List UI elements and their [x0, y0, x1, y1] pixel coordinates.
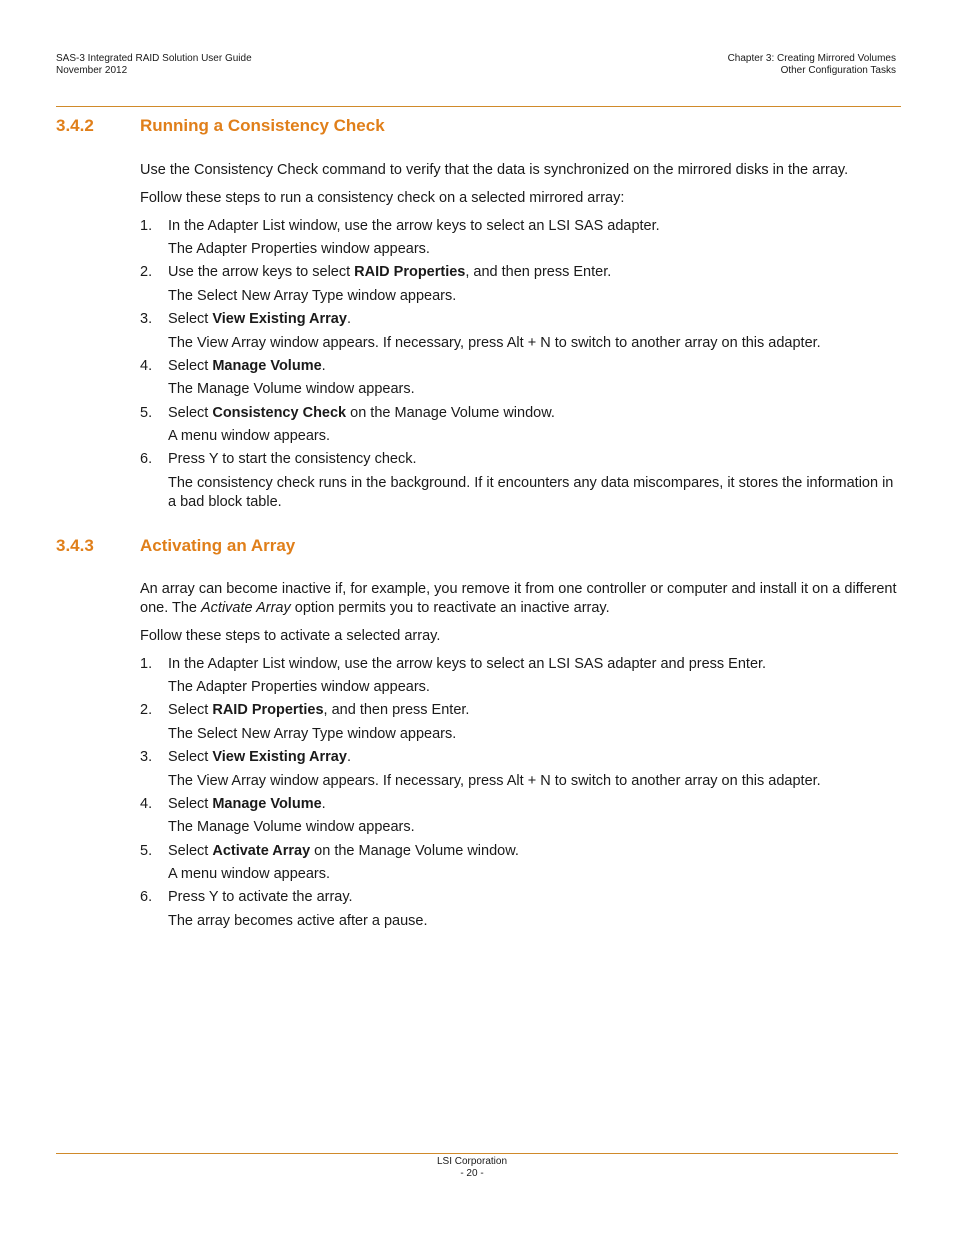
step-result: The array becomes active after a pause. [168, 913, 428, 929]
step-text: Press Y to start the consistency check. [168, 451, 417, 467]
step-number: 6. [140, 451, 153, 467]
section-title: Activating an Array [140, 536, 296, 555]
doc-date: November 2012 [56, 65, 128, 76]
step-number: 6. [140, 889, 153, 905]
section-number: 3.4.2 [56, 116, 94, 135]
chapter-title: Chapter 3: Creating Mirrored Volumes [727, 53, 896, 64]
step-text: Select RAID Properties, and then press Enter. [168, 702, 470, 718]
step-result: The Adapter Properties window appears. [168, 679, 430, 695]
page-footer [0, 1156, 944, 1180]
step-text: Select Manage Volume. [168, 358, 326, 374]
footer-divider [56, 1153, 898, 1154]
step-text: In the Adapter List window, use the arrow keys to select an LSI SAS adapter and press Enter. [168, 656, 767, 672]
section-heading-activating-array [56, 536, 295, 556]
step-number: 4. [140, 358, 153, 374]
step-number: 5. [140, 843, 153, 859]
section-heading-consistency-check [56, 116, 385, 136]
step-result: A menu window appears. [168, 866, 331, 882]
step-result: The Select New Array Type window appears. [168, 288, 457, 304]
step-result: The Manage Volume window appears. [168, 819, 415, 835]
page-number: - 20 - [460, 1168, 484, 1179]
step-number: 3. [140, 749, 153, 765]
section-number: 3.4.3 [56, 536, 94, 555]
step-text: In the Adapter List window, use the arrow keys to select an LSI SAS adapter. [168, 218, 660, 234]
step-result: The Manage Volume window appears. [168, 381, 415, 397]
step-number: 1. [140, 656, 153, 672]
step-text: Select Activate Array on the Manage Volume window. [168, 843, 519, 859]
step-text: Use the arrow keys to select RAID Properties, and then press Enter. [168, 264, 612, 280]
step-number: 2. [140, 702, 153, 718]
footer-company: LSI Corporation [436, 1156, 508, 1167]
header-divider [56, 106, 901, 107]
step-number: 3. [140, 311, 153, 327]
step-result: A menu window appears. [168, 428, 331, 444]
step-text: Press Y to activate the array. [168, 889, 353, 905]
paragraph: An array can become inactive if, for example, you remove it from one controller or computer and install it on a different one. The Activate Array option permits you to reactivate an inactive array. [140, 581, 897, 616]
section-title: Running a Consistency Check [140, 116, 385, 135]
paragraph: Follow these steps to activate a selected array. [140, 628, 441, 644]
step-number: 1. [140, 218, 153, 234]
paragraph: Follow these steps to run a consistency check on a selected mirrored array: [140, 190, 625, 206]
step-result: The View Array window appears. If necessary, press Alt + N to switch to another array on this adapter. [168, 335, 821, 351]
step-result: The consistency check runs in the background. If it encounters any data miscompares, it stores the information in a bad block table. [168, 475, 894, 510]
step-result: The View Array window appears. If necessary, press Alt + N to switch to another array on this adapter. [168, 773, 821, 789]
paragraph: Use the Consistency Check command to verify that the data is synchronized on the mirrored disks in the array. [140, 162, 849, 178]
step-result: The Adapter Properties window appears. [168, 241, 430, 257]
running-header-right [728, 53, 896, 77]
step-number: 5. [140, 405, 153, 421]
running-header-left [56, 53, 252, 77]
step-number: 2. [140, 264, 153, 280]
step-text: Select View Existing Array. [168, 311, 351, 327]
step-text: Select Consistency Check on the Manage Volume window. [168, 405, 555, 421]
step-result: The Select New Array Type window appears. [168, 726, 457, 742]
doc-title: SAS-3 Integrated RAID Solution User Guide [56, 53, 252, 64]
step-text: Select Manage Volume. [168, 796, 326, 812]
step-number: 4. [140, 796, 153, 812]
chapter-section: Other Configuration Tasks [780, 65, 896, 76]
step-text: Select View Existing Array. [168, 749, 351, 765]
